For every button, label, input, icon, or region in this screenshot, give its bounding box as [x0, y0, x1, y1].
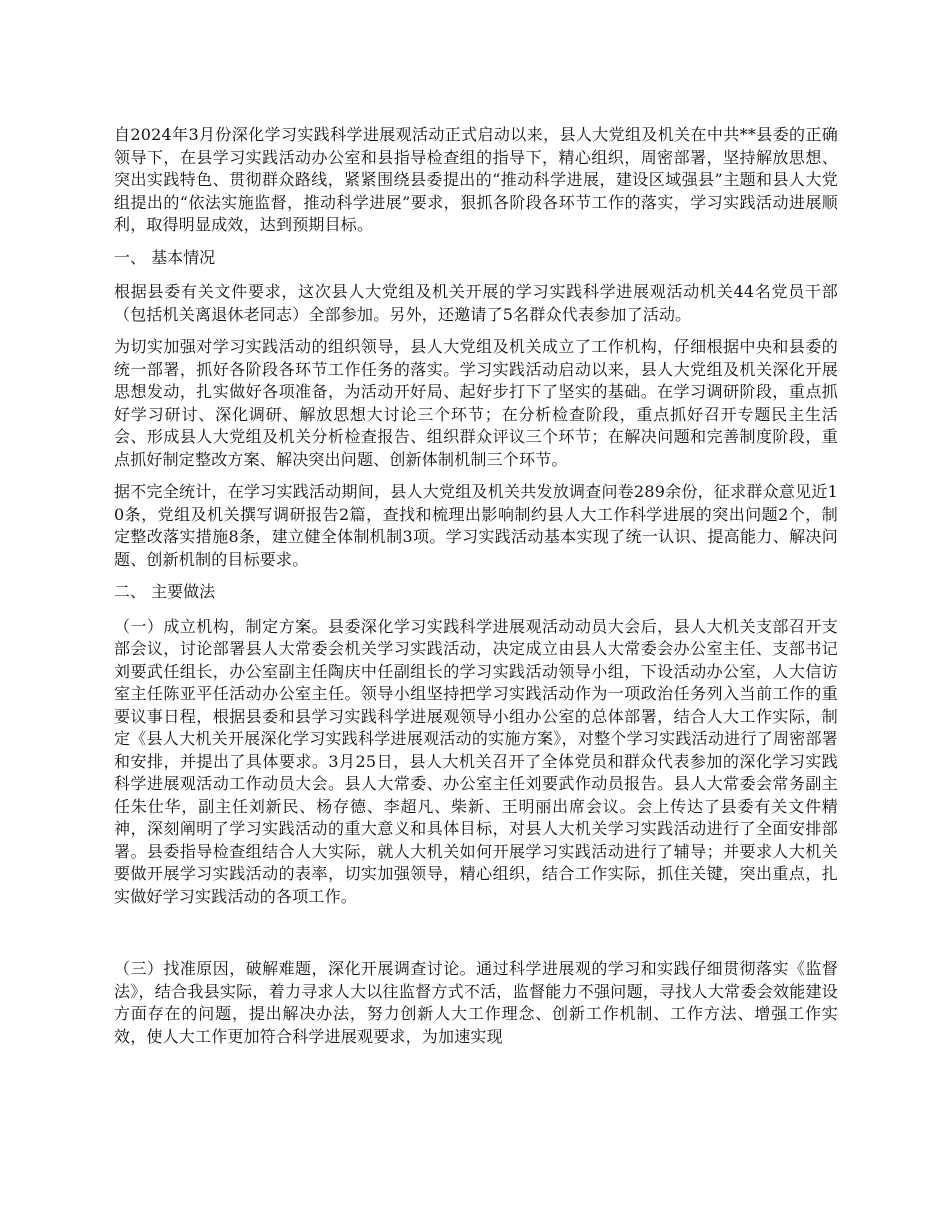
section-heading-methods: 二、 主要做法 [114, 582, 216, 601]
blank-gap [114, 908, 838, 958]
intro-paragraph: 自2024年3月份深化学习实践科学进展观活动正式启动以来，县人大党组及机关在中共**县委的正确领导下，在县学习实践活动办公室和县指导检查组的指导下，精心组织，周密部署，坚持解放思想、突出实践特色、贯彻群众路线，紧紧围绕县委提出的“推动科学进展，建设区域强县”主题和县人大党组提出的“依法实施监督，推动科学进展”要求，狠抓各阶段各环节工作的落实，学习实践活动进展顺利，取得明显成效，达到预期目标。 [114, 125, 838, 234]
basic-paragraph-3: 据不完全统计，在学习实践活动期间，县人大党组及机关共发放调查问卷289余份，征求群众意见近10条，党组及机关撰写调研报告2篇，查找和梳理出影响制约县人大工作科学进展的突出问题2个，制定整改落实措施8条，建立健全体制机制3项。学习实践活动基本实现了统一认识、提高能力、解决问题、创新机制的目标要求。 [114, 482, 838, 569]
basic-paragraph-1: 根据县委有关文件要求，这次县人大党组及机关开展的学习实践科学进展观活动机关44名党员干部（包括机关离退休老同志）全部参加。另外，还邀请了5名群众代表参加了活动。 [114, 282, 838, 324]
method-paragraph-3: （三）找准原因，破解难题，深化开展调查讨论。通过科学进展观的学习和实践仔细贯彻落实《监督法》，结合我县实际，着力寻求人大以往监督方式不活，监督能力不强问题，寻找人大常委会效能建设方面存在的问题，提出解决办法，努力创新人大工作理念、创新工作机制、工作方法、增强工作实效，使人大工作更加符合科学进展观要求，为加速实现 [114, 959, 838, 1046]
basic-paragraph-2: 为切实加强对学习实践活动的组织领导，县人大党组及机关成立了工作机构，仔细根据中央和县委的统一部署，抓好各阶段各环节工作任务的落实。学习实践活动启动以来，县人大党组及机关深化开展思想发动，扎实做好各项准备，为活动开好局、起好步打下了坚实的基础。在学习调研阶段，重点抓好学习研讨、深化调研、解放思想大讨论三个环节；在分析检查阶段，重点抓好召开专题民主生活会、形成县人大党组及机关分析检查报告、组织群众评议三个环节；在解决问题和完善制度阶段，重点抓好制定整改方案、解决突出问题、创新体制机制三个环节。 [114, 337, 838, 469]
document-page [114, 124, 838, 1048]
method-paragraph-1: （一）成立机构，制定方案。县委深化学习实践科学进展观活动动员大会后，县人大机关支部召开支部会议，讨论部署县人大常委会机关学习实践活动，决定成立由县人大常委会办公室主任、支部书记刘要武任组长，办公室副主任陶庆中任副组长的学习实践活动领导小组，下设活动办公室，人大信访室主任陈亚平任活动办公室主任。领导小组坚持把学习实践活动作为一项政治任务列入当前工作的重要议事日程，根据县委和县学习实践科学进展观领导小组办公室的总体部署，结合人大工作实际，制定《县人大机关开展深化学习实践科学进展观活动的实施方案》，对整个学习实践活动进行了周密部署和安排，并提出了具体要求。3月25日，县人大机关召开了全体党员和群众代表参加的深化学习实践科学进展观活动工作动员大会。县人大常委、办公室主任刘要武作动员报告。县人大常委会常务副主任朱仕华，副主任刘新民、杨存德、李超凡、柴新、王明丽出席会议。会上传达了县委有关文件精神，深刻阐明了学习实践活动的重大意义和具体目标，对县人大机关学习实践活动进行了全面安排部署。县委指导检查组结合人大实际，就人大机关如何开展学习实践活动进行了辅导；并要求人大机关要做开展学习实践活动的表率，切实加强领导，精心组织，结合工作实际，抓住关键，突出重点，扎实做好学习实践活动的各项工作。 [114, 616, 838, 906]
section-heading-basic: 一、 基本情况 [114, 247, 216, 267]
